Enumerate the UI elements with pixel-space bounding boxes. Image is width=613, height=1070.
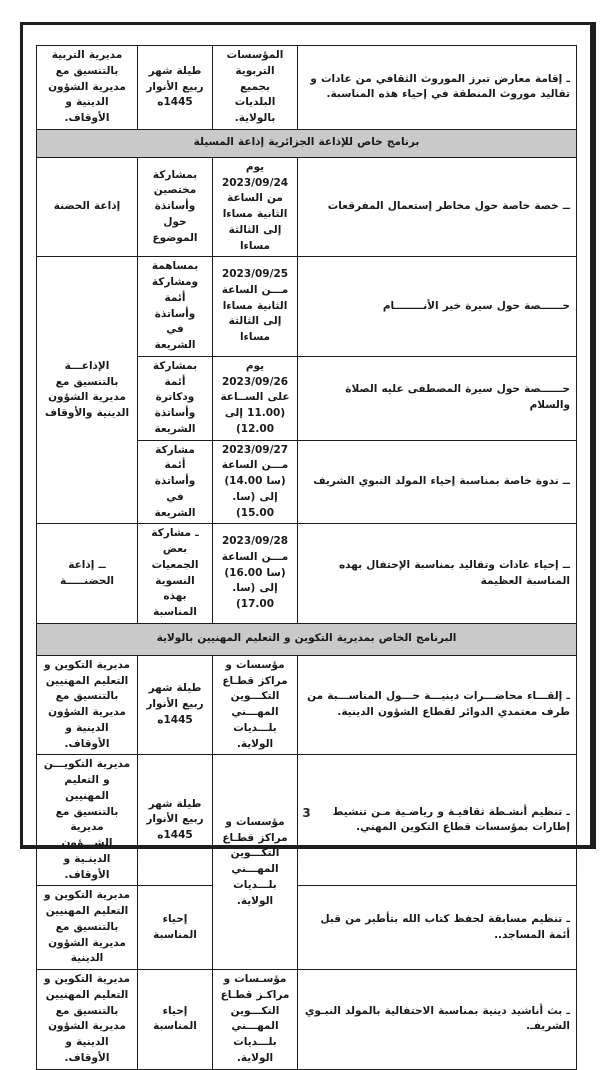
activity-cell: ـ إقامة معارض تبرز الموروث الثقافي من عادات و تقاليد موروث المنطقة في إحياء هذه المناسبة. [298,46,577,130]
table-row-training-3 [37,886,577,970]
activity-cell: ـ إلقـــاء محاضـــرات دينيـــة حـــول المناســـبة من طرف معتمدي الدوائر لقطاع الشؤون الدينية. [298,655,577,755]
place-cell-merged: مؤسسات و مراكز قطـاع التكـــوين المهـــني بلـــديات الولاية. [213,755,298,970]
activity-cell: ــ إحياء عادات وتقاليد بمناسبة الإحتفال بهده المناسبة العظيمة [298,524,577,624]
entity-cell: ــ إذاعة الحضنـــــة [37,524,138,624]
table-row-training-1 [37,655,577,755]
table-row-radio-5 [37,524,577,624]
entity-cell: مديرية التكوين و التعليم المهنيين بالتنسيق مع مديرية الشؤون الدينية [37,886,138,970]
date-cell: 2023/09/27 مـــن الساعة (سا 14.00) إلى (سا. 15.00) [213,440,298,524]
activity-cell: ــ خصة خاصة حول مخاطر إستعمال المفرقعات [298,157,577,257]
entity-cell: مديرية التكويـــن و التعليم المهنيين بالتنسيق مع مديرية الشـــؤون الدينـية و الأوقاف. [37,755,138,886]
table-row-training-4 [37,970,577,1070]
date-cell: 2023/09/25 مـــن الساعة الثانية مساءا إلى الثالثة مساءا [213,257,298,357]
participants-cell: بمساهمة ومشاركة أئمة وأساتذة في الشريعة [138,257,213,357]
table-row-section-header [37,129,577,157]
participants-cell: بمشاركة أئمة ودكاترة وأساتذة الشريعة [138,356,213,440]
activity-cell: ـ بث أناشيد دينية بمناسبة الاحتفالية بالمولد النبـوي الشريفـ. [298,970,577,1070]
program-table [36,45,577,1070]
place-cell: المؤسسات التربوية بجميع البلديات بالولاية. [213,46,298,130]
table-row-radio-1 [37,157,577,257]
participants-cell: مشاركة أئمة وأساتذة في الشريعة [138,440,213,524]
entity-cell: إذاعة الحضنة [37,157,138,257]
duration-cell: إحياء المناسبة [138,886,213,970]
entity-cell: مديرية التكوين و التعليم المهنيين بالتنسيق مع مديرية الشؤون الدينية و الأوقاف. [37,970,138,1070]
page-number: 3 [302,806,311,820]
table-row-section-header [37,623,577,655]
date-cell: يوم 2023/09/24 من الساعة الثانية مساءا إلى الثالثة مساءا [213,157,298,257]
duration-cell: إحياء المناسبة [138,970,213,1070]
participants-cell: ـ مشاركة بعض الجمعيات النسوية بهذه المناسبة [138,524,213,624]
table-row-training-2 [37,755,577,886]
activity-cell: ـ تنظيم مسابقة لحفظ كتاب الله بتأطير من قبل أئمة المساجد.. [298,886,577,970]
section-header-training: البرنامج الخاص بمديرية التكوين و التعليم المهنيين بالولاية [37,623,577,655]
section-header-radio: برنامج خاص للإذاعة الجزائرية إذاعة المسيلة [37,129,577,157]
entity-cell-merged: الإذاعـــة بالتنسيق مع مديرية الشؤون الدينية والأوقاف [37,257,138,524]
place-cell: مؤسسات و مراكز قطـاع التكـــوين المهـــني بلـــديات الولاية. [213,655,298,755]
activity-cell: ــ ندوة خاصة بمناسبة إحياء المولد النبوي الشريف [298,440,577,524]
entity-cell: مديرية التربية بالتنسيق مع مديرية الشؤون الدينية و الأوقاف. [37,46,138,130]
table-row-education [37,46,577,130]
entity-cell: مديرية التكوين و التعليم المهنيين بالتنسيق مع مديرية الشؤون الدينية و الأوقاف. [37,655,138,755]
duration-cell: طيلة شهر ربيع الأنوار 1445ه [138,46,213,130]
activity-cell: حــــــصة حول سيرة المصطفى عليه الصلاة والسلام [298,356,577,440]
duration-cell: طيلة شهر ربيع الأنوار 1445ه [138,655,213,755]
place-cell: مؤسـسات و مراكـز قطـاع التكـــوين المهـــني بلـــديات الولاية. [213,970,298,1070]
table-row-radio-2 [37,257,577,357]
activity-cell: حــــــصة حول سيرة خير الأنــــــــام [298,257,577,357]
date-cell: 2023/09/28 مـــن الساعة (سا 16.00) إلى (سا. 17.00) [213,524,298,624]
duration-cell: طيلة شهر ربيع الأنوار 1445ه [138,755,213,886]
activity-cell: ـ تنظيم أنشـطة ثقافيـة و رياضـية مـن تنشيط إطارات بمؤسسات قطاع التكوين المهني. [298,755,577,886]
participants-cell: بمشاركة مختصين وأساتذة حول الموضوع [138,157,213,257]
date-cell: يوم 2023/09/26 على الســاعة (11.00 إلى 12.00) [213,356,298,440]
